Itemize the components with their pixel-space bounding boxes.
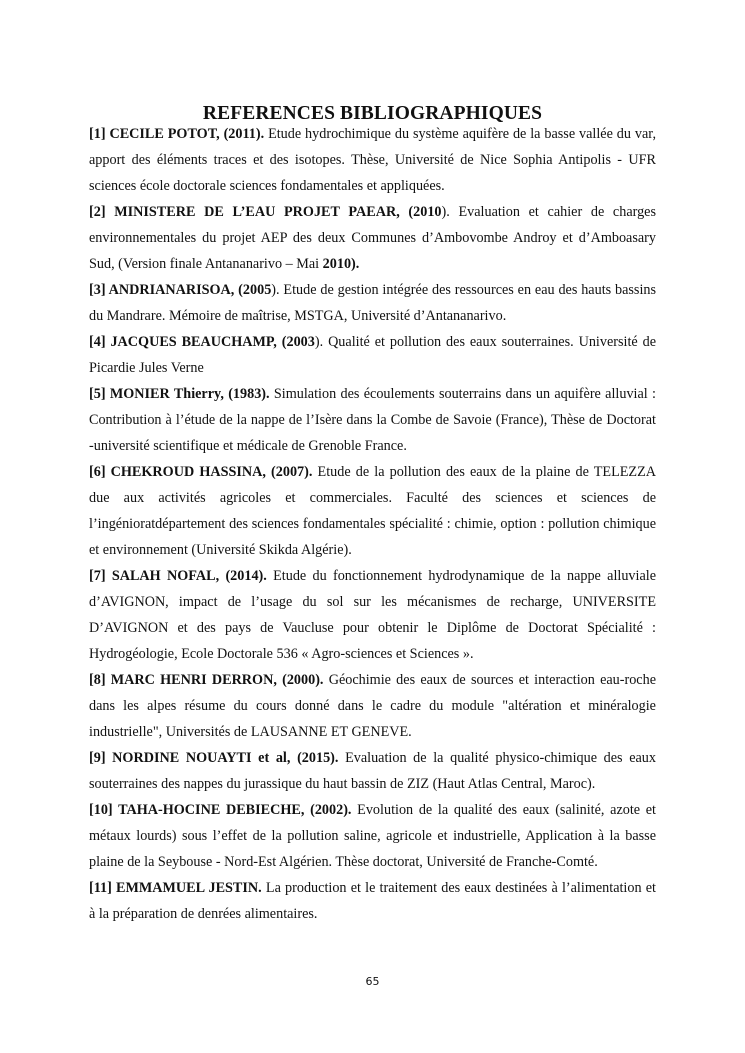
reference-author: [1] CECILE POTOT, (2011). xyxy=(89,126,265,142)
reference-author: [6] CHEKROUD HASSINA, (2007). xyxy=(89,464,313,480)
reference-entry-7 xyxy=(89,563,656,667)
reference-text: Géochimie des eaux de sources et interaction eau-roche dans les alpes résume du cours donné dans le cadre du module "altération et minéralogie industrielle", Universités de LAUSANNE ET GENEVE. xyxy=(89,672,656,740)
page-title: REFERENCES BIBLIOGRAPHIQUES xyxy=(202,103,543,124)
reference-text: Etude du fonctionnement hydrodynamique de la nappe alluviale d’AVIGNON, impact de l’usage du sol sur les mécanismes de recharge, UNIVERSITE D’AVIGNON et des pays de Vaucluse pour obtenir le Diplôme de Doctorat Spécialité : Hydrogéologie, Ecole Doctorale 536 « Agro-sciences et Sciences ». xyxy=(89,568,656,662)
reference-entry-10 xyxy=(89,797,656,875)
reference-text: Evolution de la qualité des eaux (salinité, azote et métaux lourds) sous l’effet de la pollution saline, agricole et industrielle, Application à la basse plaine de la Seybouse - Nord-Est Algérien. Thèse doctorat, Université de Franche-Comté. xyxy=(89,802,656,870)
reference-author: [9] NORDINE NOUAYTI et al, (2015). xyxy=(89,750,339,766)
reference-text: Evaluation de la qualité physico-chimique des eaux souterraines des nappes du jurassique du haut bassin de ZIZ (Haut Atlas Central, Maroc). xyxy=(89,750,656,792)
reference-entry-8 xyxy=(89,667,656,745)
reference-entry-6 xyxy=(89,459,656,563)
reference-list xyxy=(89,121,656,927)
reference-text: ). Etude de gestion intégrée des ressources en eau des hauts bassins du Mandrare. Mémoire de maîtrise, MSTGA, Université d’Antananarivo. xyxy=(89,282,657,324)
reference-entry-5 xyxy=(89,381,656,459)
reference-date: 2010). xyxy=(322,256,360,272)
reference-text: Etude de la pollution des eaux de la plaine de TELEZZA due aux activités agricoles et commerciales. Faculté des sciences et sciences de l’ingénioratdépartement des sciences fondamentales spécialité : chimie, option : pollution chimique et environnement (Université Skikda Algérie). xyxy=(89,464,657,558)
reference-text: Etude hydrochimique du système aquifère de la basse vallée du var, apport des éléments traces et des isotopes. Thèse, Université de Nice Sophia Antipolis - UFR sciences école doctorale sciences fondamentales et appliquées. xyxy=(89,126,656,194)
reference-author: [5] MONIER Thierry, (1983). xyxy=(89,386,270,402)
reference-entry-3 xyxy=(89,277,656,329)
reference-author: [2] MINISTERE DE L’EAU PROJET PAEAR, (2010 xyxy=(89,204,442,220)
reference-entry-9 xyxy=(89,745,656,797)
reference-text: ). Qualité et pollution des eaux souterraines. Université de Picardie Jules Verne xyxy=(89,334,656,376)
reference-author: [4] JACQUES BEAUCHAMP, (2003 xyxy=(89,334,315,350)
reference-text: ). Evaluation et cahier de charges environnementales du projet AEP des deux Communes d’Ambovombe Androy et d’Amboasary Sud, (Version finale Antananarivo – Mai xyxy=(89,204,656,272)
reference-author: [3] ANDRIANARISOA, (2005 xyxy=(89,282,272,298)
reference-author: [10] TAHA-HOCINE DEBIECHE, (2002). xyxy=(89,802,352,818)
page-number: 65 xyxy=(365,975,380,988)
reference-entry-11 xyxy=(89,875,656,927)
reference-author: [11] EMMAMUEL JESTIN. xyxy=(89,880,262,896)
reference-entry-2 xyxy=(89,199,656,277)
reference-author: [8] MARC HENRI DERRON, (2000). xyxy=(89,672,324,688)
reference-entry-4 xyxy=(89,329,656,381)
reference-entry-1 xyxy=(89,121,656,199)
reference-author: [7] SALAH NOFAL, (2014). xyxy=(89,568,267,584)
reference-text: Simulation des écoulements souterrains dans un aquifère alluvial : Contribution à l’étude de la nappe de l’Isère dans la Combe de Savoie (France), Thèse de Doctorat -université scientifique et médicale de Grenoble France. xyxy=(89,386,656,454)
reference-text: La production et le traitement des eaux destinées à l’alimentation et à la préparation de denrées alimentaires. xyxy=(89,880,656,922)
